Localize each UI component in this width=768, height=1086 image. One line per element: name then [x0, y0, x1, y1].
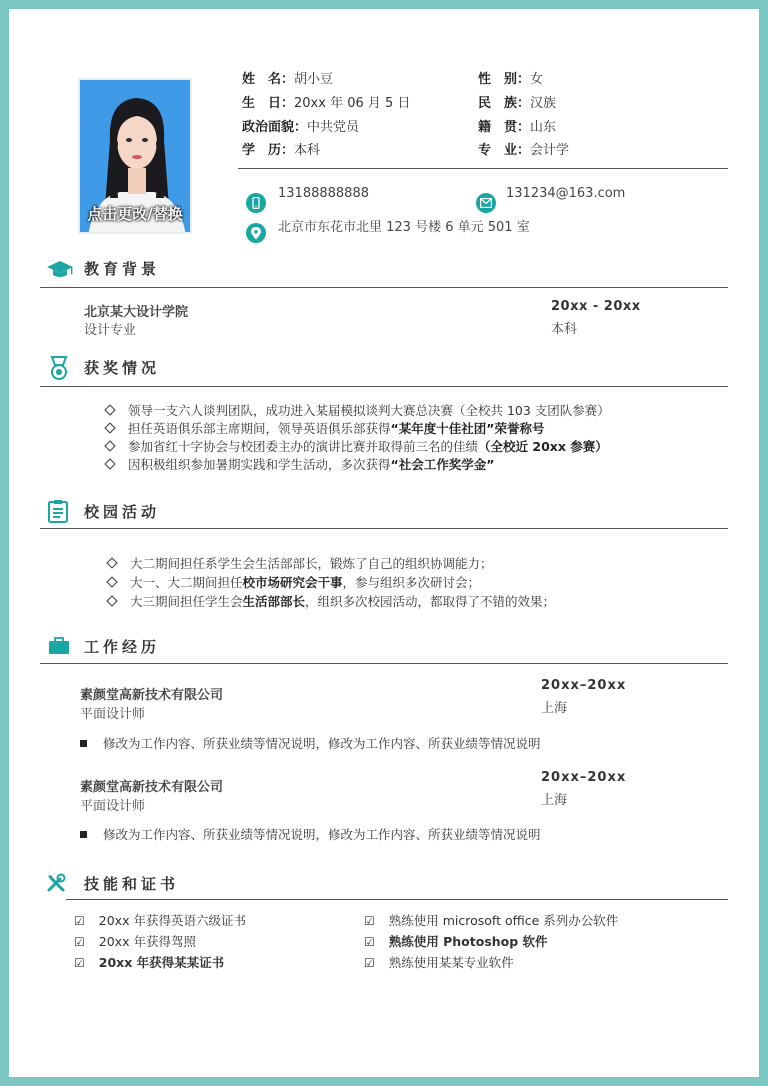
list-item: [74, 911, 246, 929]
info-label: 政治面貌：: [242, 120, 308, 135]
section-title-skills: 技能和证书: [84, 875, 180, 893]
list-item: [74, 953, 224, 971]
info-value: 汉族: [530, 96, 557, 111]
item-bold-text: 生活部部长: [242, 594, 306, 609]
item-text: 修改为工作内容、所获业绩等情况说明，修改为工作内容、所获业绩等情况说明: [103, 827, 541, 842]
info-value: 会计学: [530, 143, 570, 158]
section-title-education: 教育背景: [84, 260, 161, 278]
info-value: 胡小豆: [294, 72, 334, 87]
info-ethnicity: [478, 92, 556, 111]
item-text: 熟练使用 Photoshop 软件: [388, 934, 548, 949]
item-bold-text: “某年度十佳社团”荣誉称号: [390, 421, 545, 436]
section-divider: [40, 287, 728, 288]
square-bullet-icon: [80, 831, 87, 838]
info-value: 20xx 年 06 月 5 日: [294, 96, 411, 111]
list-item: [364, 932, 548, 950]
diamond-bullet-icon: [106, 557, 117, 568]
diamond-bullet-icon: [106, 595, 117, 606]
diamond-bullet-icon: [106, 576, 117, 587]
item-text: 熟练使用某某专业软件: [388, 955, 514, 970]
item-text: 20xx 年获得英语六级证书: [98, 913, 246, 928]
square-bullet-icon: [80, 740, 87, 747]
diamond-bullet-icon: [104, 440, 115, 451]
education-date: 20xx - 20xx: [551, 299, 641, 314]
section-divider: [40, 663, 728, 664]
item-text: ，参与组织多次研讨会；: [342, 575, 481, 590]
item-text: 担任英语俱乐部主席期间，领导英语俱乐部获得: [128, 421, 391, 436]
list-item: [106, 401, 610, 419]
info-label: 生 日：: [242, 96, 295, 111]
item-text: 熟练使用 microsoft office 系列办公软件: [388, 913, 619, 928]
address: 北京市东花市北里 123 号楼 6 单元 501 室: [278, 220, 530, 235]
list-item: [364, 911, 618, 929]
list-item: [74, 932, 196, 950]
job-date: 20xx–20xx: [541, 678, 627, 693]
list-item: [108, 592, 555, 610]
info-label: 专 业：: [478, 143, 531, 158]
profile-photo[interactable]: [78, 78, 192, 234]
info-label: 籍 贯：: [478, 120, 531, 135]
item-text: 领导一支六人谈判团队，成功进入某届模拟谈判大赛总决赛（全校共 103 支团队参赛）: [128, 403, 610, 418]
checkbox-icon: ☑: [74, 956, 85, 970]
education-degree: 本科: [551, 322, 578, 337]
list-item: [106, 419, 544, 437]
diamond-bullet-icon: [104, 422, 115, 433]
job-city: 上海: [541, 701, 568, 716]
clipboard-icon: [47, 499, 69, 527]
location-pin-icon: [246, 223, 266, 243]
list-item: [106, 455, 494, 473]
checkbox-icon: ☑: [364, 956, 375, 970]
item-text: ，组织多次校园活动，都取得了不错的效果；: [305, 594, 556, 609]
item-text: 参加省红十字协会与校团委主办的演讲比赛并取得前三名的佳绩: [128, 439, 479, 454]
job-description: [80, 825, 541, 843]
item-text: 20xx 年获得某某证书: [98, 955, 225, 970]
item-bold-text: （全校近 20xx 参赛）: [478, 439, 608, 454]
item-bold-text: “社会工作奖学金”: [390, 457, 495, 472]
item-text: 大一、大二期间担任: [130, 575, 243, 590]
item-text: 因积极组织参加暑期实践和学生活动，多次获得: [128, 457, 391, 472]
info-major: [478, 139, 569, 158]
company-name: 素颜堂高新技术有限公司: [80, 780, 224, 795]
briefcase-icon: [48, 637, 70, 659]
school-name: 北京某大设计学院: [84, 305, 189, 320]
checkbox-icon: ☑: [364, 914, 375, 928]
job-description: [80, 734, 541, 752]
info-hometown: [478, 116, 556, 135]
section-title-awards: 获奖情况: [84, 359, 161, 377]
info-value: 女: [530, 72, 544, 87]
info-birthday: [242, 92, 410, 111]
section-title-work: 工作经历: [84, 638, 161, 656]
job-date: 20xx–20xx: [541, 770, 627, 785]
section-divider: [66, 899, 728, 900]
info-value: 中共党员: [307, 120, 360, 135]
info-value: 本科: [294, 143, 321, 158]
item-text: 大二期间担任系学生会生活部部长，锻炼了自己的组织协调能力；: [130, 556, 493, 571]
email-icon: [476, 193, 496, 213]
job-position: 平面设计师: [80, 799, 146, 814]
phone-icon: [246, 193, 266, 213]
section-divider: [40, 528, 728, 529]
diamond-bullet-icon: [104, 458, 115, 469]
graduation-cap-icon: [46, 258, 74, 284]
list-item: [108, 573, 480, 591]
info-label: 学 历：: [242, 143, 295, 158]
photo-change-caption[interactable]: 点击更改/替换: [87, 205, 183, 223]
item-text: 修改为工作内容、所获业绩等情况说明，修改为工作内容、所获业绩等情况说明: [103, 736, 541, 751]
diamond-bullet-icon: [104, 404, 115, 415]
school-major: 设计专业: [84, 323, 137, 338]
info-politics: [242, 116, 359, 135]
phone-number[interactable]: 13188888888: [278, 186, 369, 201]
list-item: [108, 554, 493, 572]
info-education: [242, 139, 320, 158]
info-label: 性 别：: [478, 72, 531, 87]
list-item: [106, 437, 608, 455]
info-name: [242, 68, 333, 87]
item-text: 大三期间担任学生会: [130, 594, 243, 609]
checkbox-icon: ☑: [364, 935, 375, 949]
list-item: [364, 953, 514, 971]
section-divider: [40, 386, 728, 387]
info-label: 民 族：: [478, 96, 531, 111]
item-text: 20xx 年获得驾照: [98, 934, 196, 949]
checkbox-icon: ☑: [74, 935, 85, 949]
info-gender: [478, 68, 543, 87]
info-label: 姓 名：: [242, 72, 295, 87]
item-bold-text: 校市场研究会干事: [242, 575, 343, 590]
award-medal-icon: [48, 356, 70, 386]
job-city: 上海: [541, 793, 568, 808]
job-position: 平面设计师: [80, 707, 146, 722]
info-value: 山东: [530, 120, 557, 135]
company-name: 素颜堂高新技术有限公司: [80, 688, 224, 703]
info-divider: [238, 168, 728, 169]
tools-icon: [46, 873, 66, 897]
section-title-campus: 校园活动: [84, 503, 161, 521]
email-address[interactable]: 131234@163.com: [506, 186, 626, 201]
checkbox-icon: ☑: [74, 914, 85, 928]
